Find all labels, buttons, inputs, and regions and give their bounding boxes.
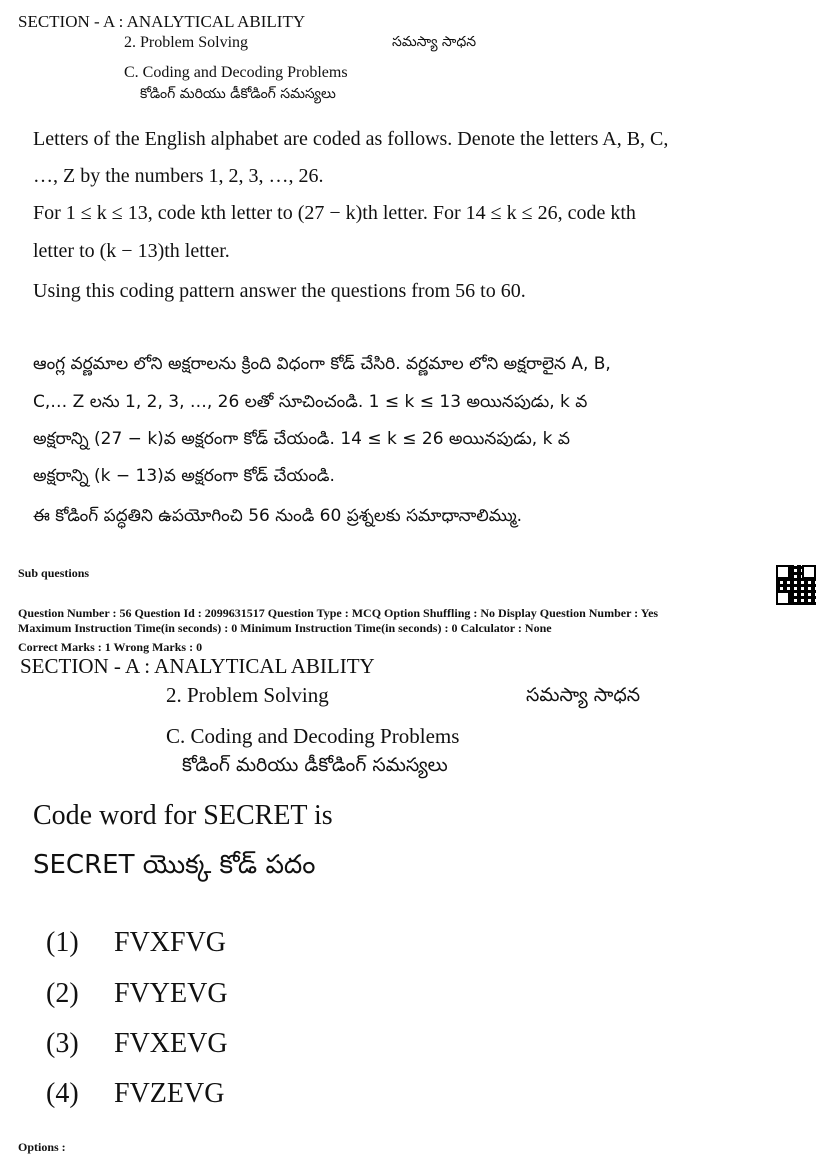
choice-text: FVXEVG <box>114 1028 228 1059</box>
question-meta-line-2: Maximum Instruction Time(in seconds) : 0 Minimum Instruction Time(in seconds) : 0 Calculator : None <box>18 621 552 635</box>
question-topic-telugu: సమస్యా సాధన <box>526 684 641 706</box>
choice-number: (4) <box>46 1078 79 1109</box>
passage-te-line-2: C,… Z లను 1, 2, 3, …, 26 లతో సూచించండి. 1 ≤ k ≤ 13 అయినపుడు, k వ <box>33 392 588 412</box>
question-section-title: SECTION - A : ANALYTICAL ABILITY <box>20 654 375 678</box>
passage-subtopic-telugu: కోడింగ్ మరియు డీకోడింగ్ సమస్యలు <box>140 86 336 102</box>
choice-text: FVZEVG <box>114 1078 225 1109</box>
passage-subtopic: C. Coding and Decoding Problems <box>124 64 348 81</box>
question-meta-line-1: Question Number : 56 Question Id : 2099631517 Question Type : MCQ Option Shuffling : No Display Question Number : Yes <box>18 606 659 620</box>
passage-en-line-3 <box>33 202 636 225</box>
choice-4[interactable] <box>46 1078 224 1110</box>
passage-te-line-3: అక్షరాన్ని (27 − k)వ అక్షరంగా కోడ్ చేయండి. 14 ≤ k ≤ 26 అయినపుడు, k వ <box>33 429 570 449</box>
question-topic: 2. Problem Solving <box>166 683 329 707</box>
question-meta-line-3: Correct Marks : 1 Wrong Marks : 0 <box>18 640 203 654</box>
question-stem-telugu: SECRET యొక్క కోడ్ పదం <box>33 850 316 880</box>
passage-en-line-2: …, Z by the numbers 1, 2, 3, …, 26. <box>33 165 324 187</box>
passage-en-line-4: letter to (k − 13)th letter. <box>33 240 230 262</box>
choice-3[interactable] <box>46 1028 228 1060</box>
passage-te-line-5: ఈ కోడింగ్ పద్ధతిని ఉపయోగించి 56 నుండి 60 ప్రశ్నలకు సమాధానాలిమ్ము. <box>33 506 523 526</box>
choice-text: FVYEVG <box>114 978 228 1009</box>
rule-range-1: For 1 ≤ k ≤ 13, <box>33 202 153 224</box>
options-label: Options : <box>18 1140 66 1154</box>
question-subtopic-telugu: కోడింగ్ మరియు డీకోడింగ్ సమస్యలు <box>182 754 448 776</box>
passage-topic: 2. Problem Solving <box>124 34 249 51</box>
choice-number: (3) <box>46 1028 79 1059</box>
passage-topic-telugu: సమస్యా సాధన <box>392 34 477 50</box>
choice-number: (1) <box>46 927 79 958</box>
passage-en-line-5: Using this coding pattern answer the questions from 56 to 60. <box>33 280 526 302</box>
qr-code-icon <box>776 565 816 605</box>
rule-range-2: For 14 ≤ k ≤ 26, code kth <box>432 202 636 224</box>
question-stem-english: Code word for SECRET is <box>33 800 333 831</box>
passage-te-line-4: అక్షరాన్ని (k − 13)వ అక్షరంగా కోడ్ చేయండి. <box>33 466 335 486</box>
choice-1[interactable] <box>46 927 226 959</box>
question-subtopic: C. Coding and Decoding Problems <box>166 724 460 748</box>
passage-en-line-1: Letters of the English alphabet are coded as follows. Denote the letters A, B, C, <box>33 128 669 150</box>
passage-te-line-1: ఆంగ్ల వర్ణమాల లోని అక్షరాలను క్రింది విధంగా కోడ్ చేసిరి. వర్ణమాల లోని అక్షరాలైన A, B, <box>33 354 611 374</box>
passage-section-title: SECTION - A : ANALYTICAL ABILITY <box>18 12 306 31</box>
rule-1: code kth letter to (27 − k)th letter. <box>157 202 428 224</box>
choice-number: (2) <box>46 978 79 1009</box>
sub-questions-label: Sub questions <box>18 566 90 580</box>
choice-text: FVXFVG <box>114 927 227 958</box>
choice-2[interactable] <box>46 978 228 1010</box>
